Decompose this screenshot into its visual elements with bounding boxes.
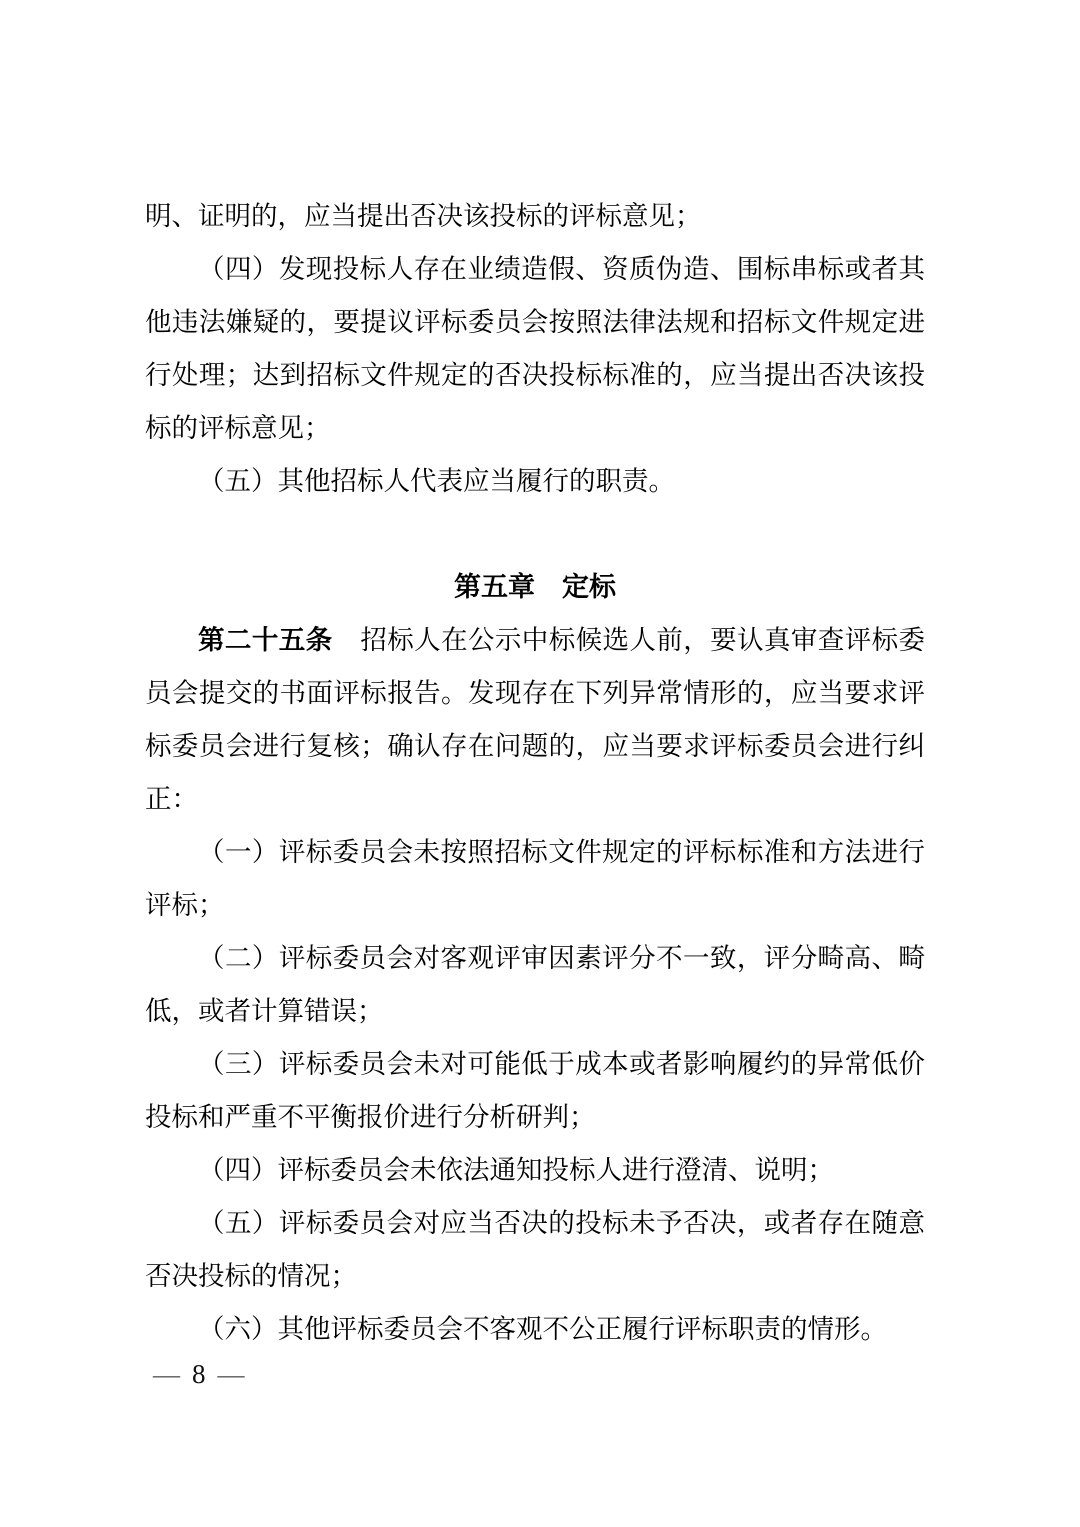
paragraph-article-25 — [145, 614, 925, 826]
paragraph-continuation: 明、证明的，应当提出否决该投标的评标意见； — [145, 201, 702, 231]
page-number-dash-left: — — [153, 1359, 180, 1389]
page-number-value: 8 — [192, 1359, 206, 1389]
article-intro-text: 招标人在公示中标候选人前，要认真审查评标委员会提交的书面评标报告。发现存在下列异常情形的，应当要求评标委员会进行复核；确认存在问题的，应当要求评标委员会进行纠正： — [145, 625, 926, 814]
list-item-two: （二）评标委员会对客观评审因素评分不一致，评分畸高、畸低，或者计算错误； — [145, 943, 925, 1026]
page-number — [153, 1356, 245, 1392]
list-item-one: （一）评标委员会未按照招标文件规定的评标标准和方法进行评标； — [145, 837, 925, 920]
page-number-dash-right: — — [217, 1359, 245, 1389]
list-item-three: （三）评标委员会未对可能低于成本或者影响履约的异常低价投标和严重不平衡报价进行分析研判； — [145, 1049, 925, 1132]
document-content — [145, 190, 925, 1356]
article-number: 第二十五条 — [198, 625, 333, 655]
paragraph-item-five: （五）其他招标人代表应当履行的职责。 — [198, 466, 675, 496]
list-item-five: （五）评标委员会对应当否决的投标未予否决，或者存在随意否决投标的情况； — [145, 1208, 925, 1291]
list-item-four: （四）评标委员会未依法通知投标人进行澄清、说明； — [198, 1155, 834, 1185]
paragraph-item-four: （四）发现投标人存在业绩造假、资质伪造、围标串标或者其他违法嫌疑的，要提议评标委员会按照法律法规和招标文件规定进行处理；达到招标文件规定的否决投标标准的，应当提出否决该投标的评标意见； — [145, 254, 925, 443]
chapter-heading: 第五章 定标 — [454, 572, 616, 602]
list-item-six: （六）其他评标委员会不客观不公正履行评标职责的情形。 — [198, 1314, 887, 1344]
